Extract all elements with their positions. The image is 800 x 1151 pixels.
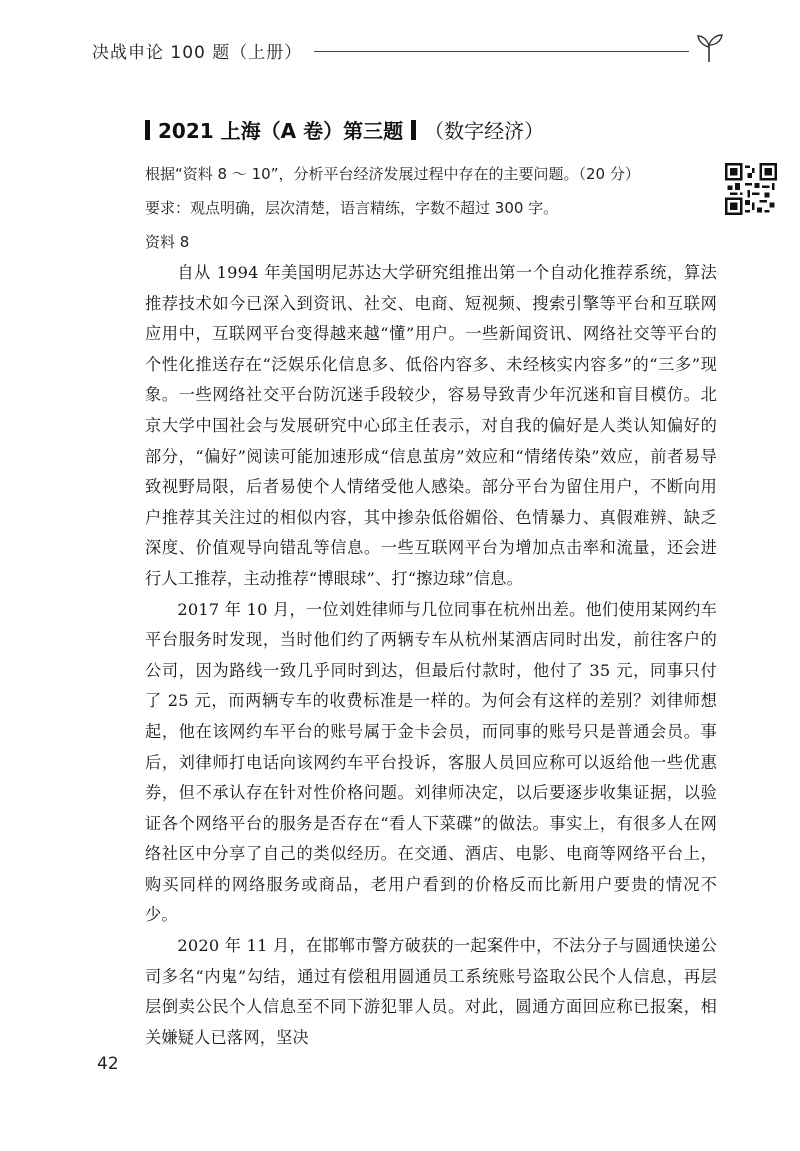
- question-prompt: 根据“资料 8 ～ 10”，分析平台经济发展过程中存在的主要问题。（20 分）: [145, 165, 640, 183]
- material-paragraph: 自从 1994 年美国明尼苏达大学研究组推出第一个自动化推荐系统，算法推荐技术如今已深入到资讯、社交、电商、短视频、搜索引擎等平台和互联网应用中，互联网平台变得越来越“懂”用户。一些新闻资讯、网络社交等平台的个性化推送存在“泛娱乐化信息多、低俗内容多、未经核实内容多”的“三多”现象。一些网络社交平台防沉迷手段较少，容易导致青少年沉迷和盲目模仿。北京大学中国社会与发展研究中心邱主任表示，对自我的偏好是人类认知偏好的部分，“偏好”阅读可能加速形成“信息茧房”效应和“情绪传染”效应，前者易导致视野局限，后者易使个人情绪受他人感染。部分平台为留住用户，不断向用户推荐其关注过的相似内容，其中掺杂低俗媚俗、色情暴力、真假难辨、缺乏深度、价值观导向错乱等信息。一些互联网平台为增加点击率和流量，还会进行人工推荐，主动推荐“博眼球”、打“擦边球”信息。: [145, 263, 717, 588]
- sprout-icon: [692, 30, 726, 64]
- material-label: 资料 8: [145, 233, 190, 251]
- title-bar-marker: [145, 120, 150, 140]
- material-paragraph: 2020 年 11 月，在邯郸市警方破获的一起案件中，不法分子与圆通快递公司多名“内鬼”勾结，通过有偿租用圆通员工系统账号盗取公民个人信息，再层层倒卖公民个人信息至不同下游犯罪人员。对此，圆通方面回应称已报案，相关嫌疑人已落网，坚决: [145, 936, 717, 1047]
- section-title-topic: （数字经济）: [424, 119, 545, 143]
- book-title: 决战申论 100 题（上册）: [92, 43, 303, 63]
- section-title-main: 2021 上海（A 卷）第三题: [158, 119, 404, 143]
- title-bar-marker: [411, 120, 416, 140]
- header-rule: [314, 51, 689, 52]
- qr-code-icon: [725, 163, 777, 215]
- page-header: [86, 30, 726, 70]
- material-paragraph: 2017 年 10 月，一位刘姓律师与几位同事在杭州出差。他们使用某网约车平台服务时发现，当时他们约了两辆专车从杭州某酒店同时出发，前往客户的公司，因为路线一致几乎同时到达，但最后付款时，他付了 35 元，同事只付了 25 元，而两辆专车的收费标准是一样的。为何会有这样的差别？刘律师想起，他在该网约车平台的账号属于金卡会员，而同事的账号只是普通会员。事后，刘律师打电话向该网约车平台投诉，客服人员回应称可以返给他一些优惠券，但不承认存在针对性价格问题。刘律师决定，以后要逐步收集证据，以验证各个网络平台的服务是否存在“看人下菜碟”的做法。事实上，有很多人在网络社区中分享了自己的类似经历。在交通、酒店、电影、电商等网络平台上，购买同样的网络服务或商品，老用户看到的价格反而比新用户要贵的情况不少。: [145, 599, 717, 925]
- section-title: [145, 115, 544, 144]
- material-body: [145, 258, 717, 1053]
- question-requirements: 要求：观点明确，层次清楚，语言精练，字数不超过 300 字。: [145, 199, 559, 217]
- page-number: 42: [97, 1054, 119, 1074]
